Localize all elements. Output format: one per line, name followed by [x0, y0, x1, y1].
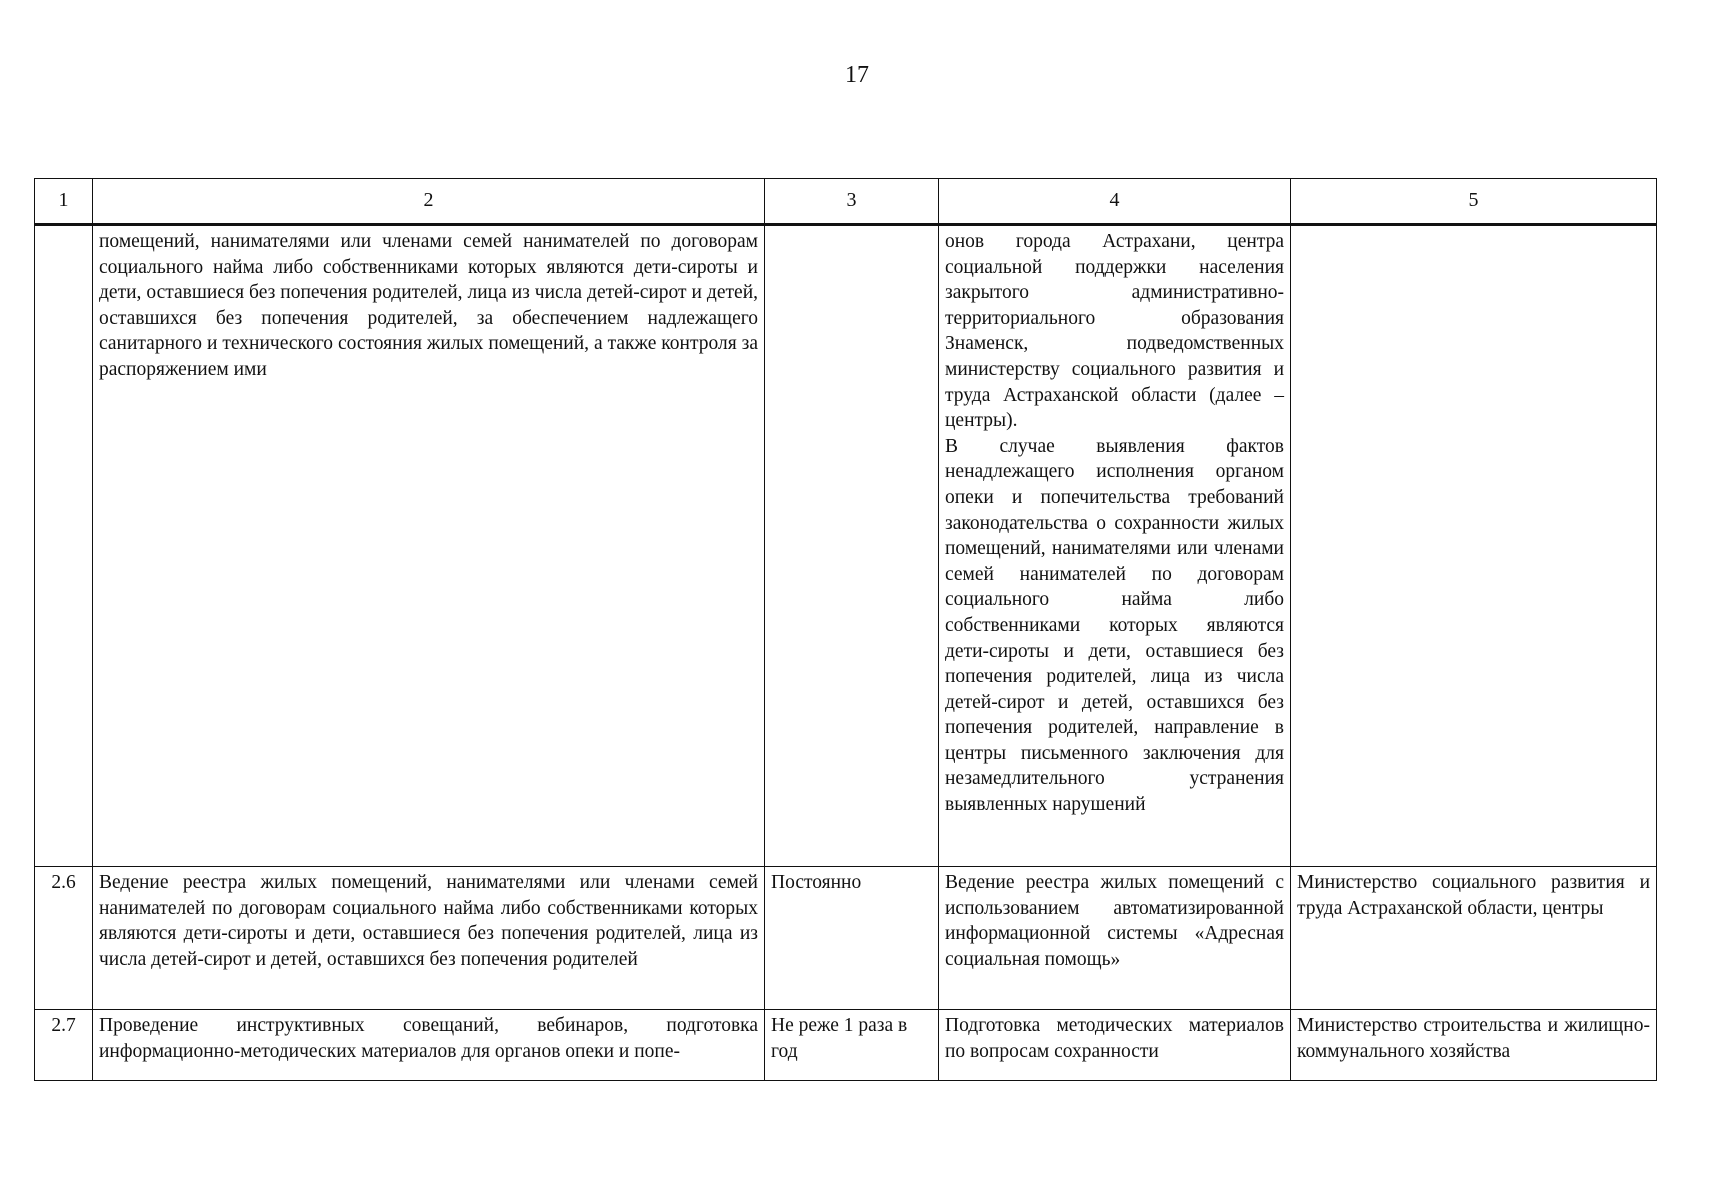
- responsible-cell: Министерство строительства и жилищно-коммунального хозяйства: [1291, 1010, 1657, 1081]
- result-cell: Ведение реестра жилых помещений с использованием автоматизированной информационной системы «Адресная социальная помощь»: [939, 867, 1291, 1010]
- column-header-5: 5: [1291, 179, 1657, 225]
- column-header-1: 1: [35, 179, 93, 225]
- plan-table: [34, 178, 1657, 1081]
- responsible-cell: [1291, 225, 1657, 867]
- page-number: 17: [845, 62, 869, 88]
- row-number: [35, 225, 93, 867]
- table-row-2-6: [35, 867, 1657, 1010]
- column-header-2: 2: [93, 179, 765, 225]
- activity-cell: Ведение реестра жилых помещений, нанимателями или членами семей нанимателей по договорам социального найма либо собственниками которых являются дети-сироты и дети, оставшиеся без попечения родителей, лица из числа детей-сирот и детей, оставшихся без попечения родителей: [93, 867, 765, 1010]
- responsible-cell: Министерство социального развития и труда Астраханской области, центры: [1291, 867, 1657, 1010]
- deadline-cell: [765, 225, 939, 867]
- deadline-cell: Не реже 1 раза в год: [765, 1010, 939, 1081]
- result-paragraph-1: онов города Астрахани, центра социальной поддержки населения закрытого административно-территориального образования Знаменск, подведомственных министерству социального развития и труда Астраханской области (далее – центры).: [945, 231, 1284, 432]
- table-header-row: [35, 179, 1657, 225]
- row-number: 2.6: [35, 867, 93, 1010]
- result-paragraph-2: В случае выявления фактов ненадлежащего исполнения органом опеки и попечительства требований законодательства о сохранности жилых помещений, нанимателями или членами семей нанимателей по договорам социального найма либо собственниками которых являются дети-сироты и дети, оставшиеся без попечения родителей, лица из числа детей-сирот и детей, оставшихся без попечения родителей, направление в центры письменного заключения для незамедлительного устранения выявленных нарушений: [945, 435, 1284, 816]
- activity-cell: Проведение инструктивных совещаний, вебинаров, подготовка информационно-методических материалов для органов опеки и попе-: [93, 1010, 765, 1081]
- row-number: 2.7: [35, 1010, 93, 1081]
- deadline-cell: Постоянно: [765, 867, 939, 1010]
- column-header-4: 4: [939, 179, 1291, 225]
- table-row-2-7: [35, 1010, 1657, 1081]
- activity-cell: помещений, нанимателями или членами семей нанимателей по договорам социального найма либо собственниками которых являются дети-сироты и дети, оставшиеся без попечения родителей, лица из числа детей-сирот и детей, оставшихся без попечения родителей, за обеспечением надлежащего санитарного и технического состояния жилых помещений, а также контроля за распоряжением ими: [93, 225, 765, 867]
- table-row-continued: [35, 225, 1657, 867]
- result-cell: [939, 225, 1291, 867]
- column-header-3: 3: [765, 179, 939, 225]
- result-cell: Подготовка методических материалов по вопросам сохранности: [939, 1010, 1291, 1081]
